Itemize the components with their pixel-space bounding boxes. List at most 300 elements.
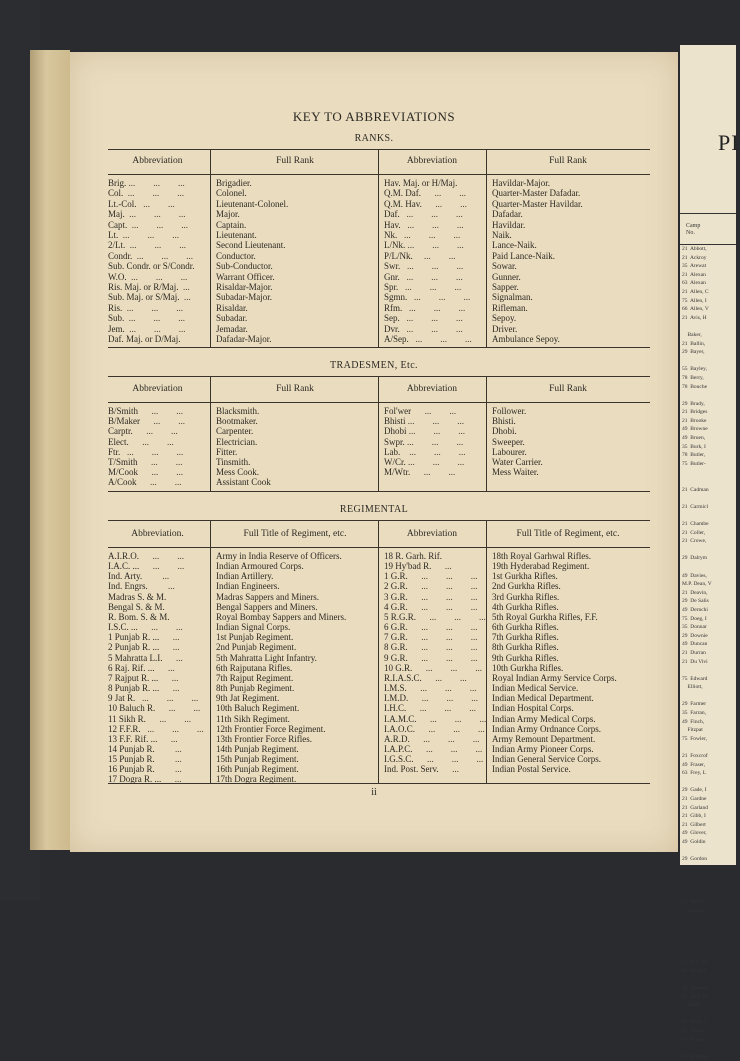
table-cell	[492, 467, 648, 477]
leader-dots: ... ... ...	[126, 271, 188, 282]
table-cell	[216, 663, 378, 673]
table-cell	[384, 406, 484, 416]
ranks-table	[108, 149, 650, 348]
table-cell	[108, 437, 208, 447]
table-cell	[384, 467, 484, 477]
ranks-section-title: RANKS.	[354, 133, 394, 144]
table-cell	[216, 303, 376, 313]
cell-text: 11 Sikh R.	[108, 713, 146, 724]
cell-text: Spr.	[384, 282, 399, 293]
table-cell	[216, 734, 378, 744]
table-cell	[108, 426, 208, 436]
tradesmen-divider-1	[210, 377, 211, 491]
cell-text: Madras S. & M.	[108, 591, 167, 602]
leader-dots: ... ... ...	[122, 302, 184, 313]
tradesmen-header-full-right: Full Rank	[549, 384, 587, 394]
table-cell	[108, 406, 208, 416]
document-page	[70, 52, 678, 852]
cell-text: Swpr.	[384, 436, 405, 447]
cell-text: Sub.	[108, 313, 125, 324]
cell-text: Subadar-Major.	[216, 292, 273, 303]
table-cell	[216, 703, 378, 713]
cell-text: 2/Lt.	[108, 240, 126, 251]
cell-text: Driver.	[492, 323, 518, 334]
table-cell	[216, 240, 376, 250]
leader-dots: ...	[178, 282, 190, 293]
leader-dots: ... ...	[139, 551, 184, 561]
cell-text: Lt.	[108, 230, 119, 241]
table-cell	[216, 292, 376, 302]
cell-text: Naik.	[492, 230, 512, 241]
leader-dots: ... ...	[139, 561, 185, 572]
cell-text: 10th Baluch Regiment.	[216, 703, 300, 714]
leader-dots: ... ...	[421, 198, 467, 209]
leader-dots: ... ... ...	[405, 240, 464, 251]
table-cell	[384, 240, 484, 250]
cell-text: 13th Frontier Force Rifles.	[216, 733, 312, 744]
table-cell	[108, 774, 208, 784]
cell-text: Sep.	[384, 313, 400, 324]
cell-text: Q.M. Hav.	[384, 198, 422, 209]
cell-text: Ris.	[108, 302, 123, 313]
cell-text: A.I.R.O.	[108, 551, 139, 561]
cell-text: 18th Royal Garhwal Rifles.	[492, 551, 591, 561]
leader-dots: ... ... ...	[399, 271, 463, 282]
cell-text: W/Cr.	[384, 457, 406, 468]
cell-text: 11th Sikh Regiment.	[216, 713, 290, 724]
table-cell	[384, 437, 484, 447]
table-cell	[108, 334, 208, 344]
cell-text: 13 F.F. Rif. ...	[108, 733, 158, 744]
leader-dots: ... ...	[136, 198, 175, 209]
cell-text: Daf.	[384, 209, 400, 220]
cell-text: 5 Mahratta L.I.	[108, 652, 163, 663]
table-cell	[108, 240, 208, 250]
cell-text: 3rd Gurkha Rifles.	[492, 591, 560, 602]
cell-text: Army in India Reserve of Officers.	[216, 551, 342, 561]
cell-text: 1 Punjab R. ...	[108, 632, 160, 643]
table-cell	[108, 261, 208, 271]
cell-text: Sowar.	[492, 261, 517, 272]
book-spine	[30, 50, 70, 850]
table-cell	[216, 602, 378, 612]
table-cell	[384, 653, 484, 663]
table-cell	[384, 734, 484, 744]
cell-text: Quarter-Master Dafadar.	[492, 188, 581, 199]
table-cell	[216, 457, 376, 467]
table-cell	[384, 188, 484, 198]
leader-dots: ... ... ...	[407, 581, 478, 592]
table-cell	[108, 622, 208, 632]
table-cell	[384, 592, 484, 602]
cell-text: I.M.D.	[384, 693, 409, 704]
tradesmen-right-full-col	[492, 406, 648, 477]
cell-text: Sub. Maj. or S/Maj.	[108, 292, 180, 303]
table-cell	[492, 734, 650, 744]
leader-dots: ... ... ...	[412, 662, 483, 673]
cell-text: 2nd Punjab Regiment.	[216, 642, 297, 653]
table-cell	[492, 251, 648, 261]
ranks-divider-1	[210, 150, 211, 347]
table-cell	[108, 447, 208, 457]
table-cell	[384, 622, 484, 632]
table-cell	[384, 457, 484, 467]
table-cell	[108, 457, 208, 467]
cell-text: Labourer.	[492, 446, 527, 457]
leader-dots: ... ... ...	[123, 188, 185, 199]
table-cell	[492, 663, 650, 673]
table-cell	[108, 693, 208, 703]
table-cell	[492, 551, 650, 561]
leader-dots: ... ...	[136, 477, 182, 488]
table-cell	[108, 673, 208, 683]
cell-text: 2nd Gurkha Rifles.	[492, 581, 561, 592]
tradesmen-table	[108, 376, 650, 492]
table-cell	[492, 602, 650, 612]
cell-text: Jemadar.	[216, 323, 248, 334]
cell-text: 7 Rajput R. ...	[108, 672, 159, 683]
cell-text: Swr.	[384, 261, 401, 272]
table-cell	[216, 209, 376, 219]
leader-dots: ... ...	[132, 426, 178, 437]
cell-text: Sub. Condr. or S/Condr.	[108, 261, 195, 272]
cell-text: Indian Postal Service.	[492, 764, 571, 775]
table-cell	[492, 416, 648, 426]
leader-dots: ...	[157, 733, 178, 744]
regimental-table	[108, 520, 650, 784]
regimental-header-abbr-right: Abbreviation	[406, 529, 458, 539]
leader-dots: ... ...	[128, 436, 174, 447]
tradesmen-header-abbr-right: Abbreviation	[406, 384, 458, 394]
leader-dots: ... ... ...	[409, 733, 480, 744]
leader-dots: ... ... ...	[415, 723, 485, 734]
table-cell	[384, 673, 484, 683]
cell-text: 12 F.F.R.	[108, 723, 141, 734]
table-cell	[108, 477, 208, 487]
ranks-header-abbr-left: Abbreviation	[132, 156, 183, 166]
table-cell	[492, 324, 648, 334]
table-cell	[216, 744, 378, 754]
table-cell	[108, 561, 208, 571]
table-cell	[492, 240, 648, 250]
table-cell	[216, 774, 378, 784]
table-cell	[384, 581, 484, 591]
leader-dots: ... ... ...	[127, 219, 188, 230]
leader-dots: ... ... ...	[125, 240, 186, 251]
table-cell	[384, 561, 484, 571]
cell-text: A/Sep.	[384, 334, 409, 345]
table-cell	[216, 683, 378, 693]
table-cell	[216, 754, 378, 764]
cell-text: 6 G.R.	[384, 622, 408, 633]
cell-text: Gnr.	[384, 271, 400, 282]
table-cell	[108, 612, 208, 622]
table-cell	[108, 632, 208, 642]
cell-text: Army Remount Department.	[492, 733, 596, 744]
cell-text: Conductor.	[216, 250, 256, 261]
next-page-edge	[680, 45, 740, 1060]
leader-dots: ... ... ...	[399, 323, 463, 334]
leader-dots: ... ... ...	[399, 313, 463, 324]
cell-text: 1 G.R.	[384, 571, 408, 582]
leader-dots: ... ... ...	[406, 426, 465, 437]
leader-dots: ...	[162, 652, 183, 663]
cell-text: 8th Gurkha Rifles.	[492, 642, 559, 653]
table-cell	[492, 437, 648, 447]
leader-dots: ...	[154, 662, 175, 673]
cell-text: Ind. Arty.	[108, 571, 143, 582]
table-cell	[384, 251, 484, 261]
cell-text: Sgmn.	[384, 292, 408, 303]
table-cell	[108, 642, 208, 652]
leader-dots: ... ...	[138, 406, 184, 416]
cell-text: Sapper.	[492, 282, 519, 293]
table-cell	[492, 292, 648, 302]
cell-text: T/Smith	[108, 457, 138, 468]
ranks-right-abbr-col	[384, 178, 484, 345]
table-cell	[108, 230, 208, 240]
table-cell	[492, 313, 648, 323]
ranks-left-full-col	[216, 178, 376, 345]
tradesmen-header-full-left: Full Rank	[276, 384, 314, 394]
cell-text: 1st Gurkha Rifles.	[492, 571, 558, 582]
cell-text: Tinsmith.	[216, 457, 251, 468]
leader-dots: ... ...	[138, 467, 184, 478]
cell-text: Ind. Post. Serv.	[384, 764, 439, 775]
next-page-title: PI	[718, 130, 740, 155]
cell-text: Follower.	[492, 406, 527, 416]
leader-dots: ... ...	[137, 622, 183, 633]
table-cell	[384, 693, 484, 703]
leader-dots: ... ... ...	[408, 693, 478, 704]
cell-text: Indian Medical Department.	[492, 693, 594, 704]
cell-text: 9th Jat Regiment.	[216, 693, 280, 704]
table-cell	[384, 703, 484, 713]
ranks-divider-3	[486, 150, 487, 347]
cell-text: Hav. Maj. or H/Maj.	[384, 178, 458, 188]
table-cell	[108, 209, 208, 219]
table-cell	[216, 642, 378, 652]
cell-text: 7 G.R.	[384, 632, 408, 643]
cell-text: Lab.	[384, 446, 401, 457]
cell-text: 14th Punjab Regiment.	[216, 743, 299, 754]
regimental-left-abbr-col	[108, 551, 208, 785]
leader-dots: ... ... ...	[407, 591, 478, 602]
table-cell	[108, 467, 208, 477]
table-cell	[108, 724, 208, 734]
table-cell	[216, 313, 376, 323]
table-cell	[384, 209, 484, 219]
leader-dots: ... ... ...	[124, 323, 186, 334]
table-cell	[492, 653, 650, 663]
table-cell	[216, 272, 376, 282]
table-cell	[108, 714, 208, 724]
table-cell	[492, 188, 648, 198]
table-cell	[108, 683, 208, 693]
tradesmen-header-row	[108, 377, 650, 403]
cell-text: Dhobi.	[492, 426, 517, 437]
table-cell	[492, 592, 650, 602]
table-cell	[492, 282, 648, 292]
leader-dots: ... ... ...	[400, 261, 464, 272]
cell-text: Assistant Cook	[216, 477, 271, 488]
cell-text: 10 G.R.	[384, 662, 413, 673]
cell-text: Jem.	[108, 323, 125, 334]
table-cell	[108, 734, 208, 744]
table-cell	[216, 724, 378, 734]
table-cell	[384, 683, 484, 693]
cell-text: Lieutenant.	[216, 230, 257, 241]
table-cell	[216, 632, 378, 642]
cell-text: Water Carrier.	[492, 457, 543, 468]
cell-text: 4 G.R.	[384, 601, 408, 612]
ranks-header-abbr-right: Abbreviation	[406, 156, 458, 166]
next-page-rule	[680, 213, 736, 214]
cell-text: I.H.C.	[384, 703, 407, 714]
table-cell	[216, 426, 376, 436]
table-cell	[384, 754, 484, 764]
cell-text: Indian Artillery.	[216, 571, 274, 582]
table-cell	[108, 551, 208, 561]
cell-text: 17 Dogra R. ...	[108, 774, 162, 785]
leader-dots: ...	[179, 292, 191, 303]
table-cell	[384, 230, 484, 240]
table-cell	[492, 642, 650, 652]
table-cell	[492, 683, 650, 693]
cell-text: Electrician.	[216, 436, 258, 447]
leader-dots: ...	[154, 764, 182, 775]
cell-text: 9 G.R.	[384, 652, 408, 663]
ranks-left-abbr-col	[108, 178, 208, 345]
table-cell	[216, 199, 376, 209]
leader-dots: ... ... ...	[118, 230, 179, 241]
table-cell	[492, 457, 648, 467]
cell-text: 8 G.R.	[384, 642, 408, 653]
table-cell	[384, 334, 484, 344]
cell-text: Rfm.	[384, 302, 403, 313]
leader-dots: ... ... ...	[124, 209, 186, 220]
table-cell	[216, 673, 378, 683]
table-cell	[108, 313, 208, 323]
table-cell	[108, 663, 208, 673]
table-cell	[384, 612, 484, 622]
tradesmen-right-abbr-col	[384, 406, 484, 477]
table-cell	[492, 272, 648, 282]
cell-text: Ind. Engrs.	[108, 581, 148, 592]
cell-text: Indian General Service Corps.	[492, 754, 601, 765]
cell-text: I.M.S.	[384, 683, 407, 694]
cell-text: 5th Mahratta Light Infantry.	[216, 652, 317, 663]
table-cell	[216, 764, 378, 774]
regimental-divider-3	[486, 521, 487, 783]
table-cell	[108, 744, 208, 754]
table-cell	[384, 632, 484, 642]
table-cell	[108, 602, 208, 612]
cell-text: Q.M. Daf.	[384, 188, 421, 199]
table-cell	[384, 551, 484, 561]
cell-text: R.I.A.S.C.	[384, 672, 422, 683]
table-cell	[384, 764, 484, 774]
leader-dots: ... ...	[412, 250, 456, 261]
table-cell	[216, 561, 378, 571]
cell-text: Indian Army Ordnance Corps.	[492, 723, 601, 734]
table-cell	[216, 477, 376, 487]
cell-text: Col.	[108, 188, 124, 199]
cell-text: Havildar-Major.	[492, 178, 551, 188]
leader-dots: ... ... ...	[398, 282, 462, 293]
table-cell	[216, 581, 378, 591]
table-cell	[384, 313, 484, 323]
cell-text: Dvr.	[384, 323, 400, 334]
cell-text: Royal Indian Army Service Corps.	[492, 672, 617, 683]
table-cell	[492, 724, 650, 734]
regimental-header-full-right: Full Title of Regiment, etc.	[516, 529, 620, 539]
page-number: ii	[371, 787, 377, 798]
cell-text: 18 R. Garh. Rif.	[384, 551, 442, 561]
cell-text: Mess Waiter.	[492, 467, 539, 478]
cell-text: Fitter.	[216, 446, 238, 457]
table-cell	[216, 612, 378, 622]
cell-text: Daf. Maj. or D/Maj.	[108, 334, 181, 345]
leader-dots: ... ...	[145, 713, 191, 724]
table-cell	[492, 303, 648, 313]
table-cell	[108, 592, 208, 602]
cell-text: 16th Punjab Regiment.	[216, 764, 299, 775]
leader-dots: ... ... ...	[407, 642, 478, 653]
table-cell	[492, 622, 650, 632]
table-cell	[108, 292, 208, 302]
cell-text: I.A.C. ...	[108, 561, 140, 572]
table-cell	[492, 764, 650, 774]
cell-text: 9th Gurkha Rifles.	[492, 652, 559, 663]
cell-text: Risaldar.	[216, 302, 248, 313]
table-cell	[108, 199, 208, 209]
leader-dots: ... ... ...	[416, 611, 486, 622]
cell-text: Mess Cook.	[216, 467, 260, 478]
cell-text: Dhobi	[384, 426, 407, 437]
cell-text: Dafadar-Major.	[216, 334, 272, 345]
table-cell	[216, 714, 378, 724]
cell-text: 7th Rajput Regiment.	[216, 672, 294, 683]
table-cell	[492, 744, 650, 754]
table-cell	[216, 178, 376, 188]
table-cell	[216, 437, 376, 447]
table-cell	[492, 426, 648, 436]
leader-dots: ...	[147, 581, 175, 592]
cell-text: Lt.-Col.	[108, 198, 137, 209]
table-cell	[492, 220, 648, 230]
cell-text: Elect.	[108, 436, 129, 447]
leader-dots: ... ... ...	[407, 632, 478, 643]
table-cell	[384, 642, 484, 652]
regimental-right-full-col	[492, 551, 650, 774]
ranks-header-row	[108, 150, 650, 175]
table-cell	[384, 199, 484, 209]
table-cell	[384, 303, 484, 313]
leader-dots: ... ...	[155, 703, 201, 714]
table-cell	[216, 622, 378, 632]
ranks-divider-2	[378, 150, 379, 347]
leader-dots: ...	[161, 774, 182, 785]
table-cell	[216, 693, 378, 703]
cell-text: Second Lieutenant.	[216, 240, 286, 251]
cell-text: Signalman.	[492, 292, 533, 303]
leader-dots: ... ... ...	[407, 571, 478, 582]
cell-text: I.A.O.C.	[384, 723, 415, 734]
table-cell	[108, 754, 208, 764]
leader-dots: ... ... ...	[126, 178, 185, 188]
table-cell	[216, 220, 376, 230]
